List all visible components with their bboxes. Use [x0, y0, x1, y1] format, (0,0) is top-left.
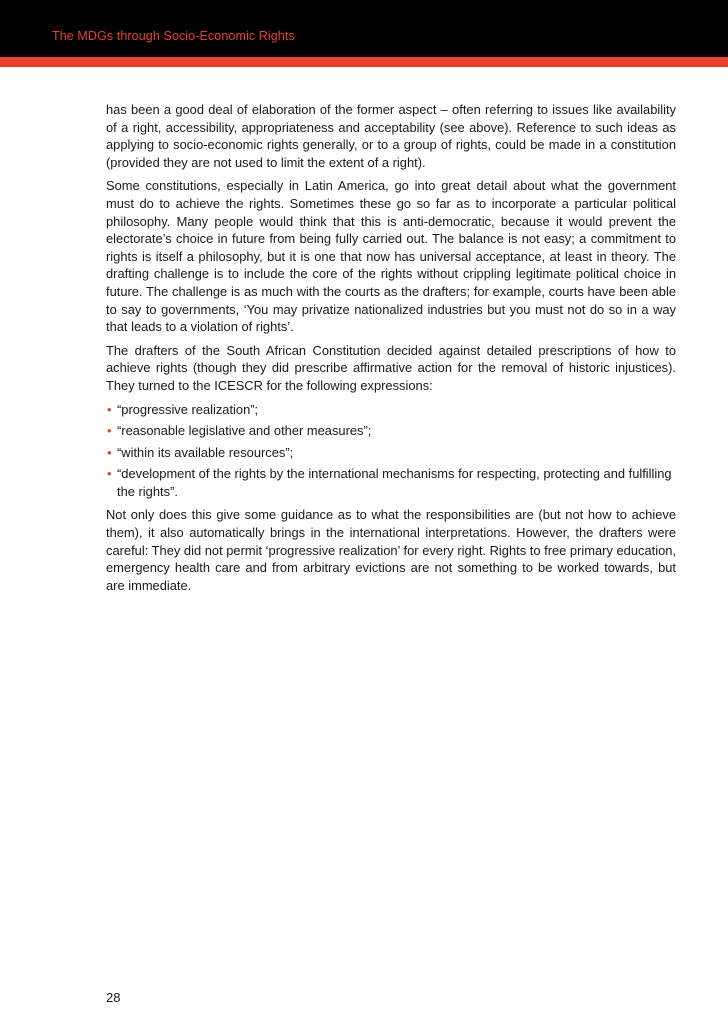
body-text	[106, 101, 676, 600]
list-item	[106, 444, 676, 462]
list-item	[106, 422, 676, 440]
bullet-dot-icon: •	[107, 423, 112, 439]
page-number: 28	[106, 990, 121, 1005]
paragraph-3: The drafters of the South African Constitution decided against detailed prescriptions of how to achieve rights (though they did prescribe affirmative action for the removal of historic injustices). They turned to the ICESCR for the following expressions:	[106, 342, 676, 393]
paragraph-4: Not only does this give some guidance as to what the responsibilities are (but not how to achieve them), it also automatically brings in the international interpretations. However, the drafters were careful: They did not permit ‘progressive realization’ for every right. Rights to free primary education, emergency health care and from arbitrary evictions are not something to be worked towards, but are immediate.	[106, 507, 676, 593]
header-accent-stripe	[0, 57, 728, 67]
paragraph-1: has been a good deal of elaboration of the former aspect – often referring to issues like availability of a right, accessibility, appropriateness and acceptability (see above). Reference to such ideas as applying to socio-economic rights generally, or to a group of rights, could be made in a constitution (provided they are not used to limit the extent of a right).	[106, 102, 676, 170]
bullet-dot-icon: •	[107, 444, 112, 460]
list-item	[106, 465, 676, 500]
running-header-title: The MDGs through Socio-Economic Rights	[52, 29, 295, 43]
bullet-dot-icon: •	[107, 401, 112, 417]
list-item-text: “development of the rights by the international mechanisms for respecting, protecting and fulfilling the rights”.	[117, 466, 672, 499]
list-item-text: “progressive realization”;	[117, 401, 259, 417]
list-item-text: “reasonable legislative and other measures”;	[117, 423, 372, 439]
list-item	[106, 401, 676, 419]
expressions-list	[106, 401, 676, 501]
list-item-text: “within its available resources”;	[117, 444, 294, 460]
bullet-dot-icon: •	[107, 466, 112, 482]
paragraph-2: Some constitutions, especially in Latin America, go into great detail about what the government must do to achieve the rights. Sometimes these go so far as to incorporate a particular political philosophy. Many people would think that this is anti-democratic, because it would prevent the electorate’s choice in future from being fully carried out. The balance is not easy; a commitment to rights is itself a philosophy, but it is one that now has universal acceptance, at least in theory. The drafting challenge is to include the core of the rights without crippling legitimate political choice in future. The challenge is as much with the courts as the drafters; for example, courts have been able to say to governments, ‘You may privatize nationalized industries but you must not do so in a way that leads to a violation of rights’.	[106, 178, 676, 335]
